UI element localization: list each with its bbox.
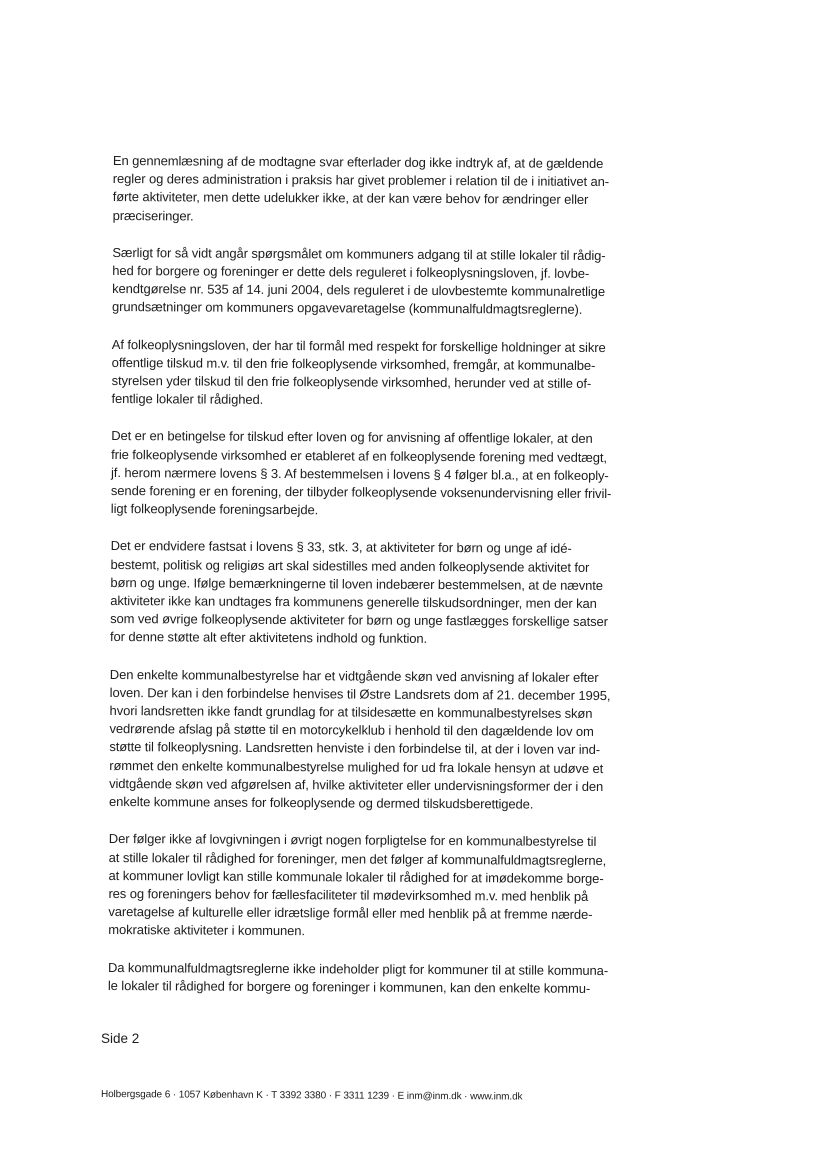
paragraph: Det er endvidere fastsat i lovens § 33, stk. 3, at aktiviteter for børn og unge af idé- bestemt, politisk og religiøs art skal sidestilles med anden folkeoplysende aktivitet for børn og unge. Ifølge bemærkningerne til loven indebærer bestemmelsen, at de nævnte aktiviteter ikke kan undtages fra kommunens generelle tilskudsordninger, men der kan som ved øvrige folkeoplysende aktiviteter for børn og unge fastlægges forskellige satser for denne støtte alt efter aktivitetens indhold og funktion. bbox=[109, 538, 608, 647]
paragraph: Af folkeoplysningsloven, der har til formål med respekt for forskellige holdninger at sikre offentlige tilskud m.v. til den frie folkeoplysende virksomhed, fremgår, at kommunalbe- styrelsen yder tilskud til den frie folkeoplysende virksomhed, herunder ved at stille of- fentlige lokaler til rådighed. bbox=[111, 336, 606, 408]
paragraph: Der følger ikke af lovgivningen i øvrigt nogen forpligtelse for en kommunalbestyrelse til at stille lokaler til rådighed for foreninger, men det følger af kommunalfuldmagtsreglerne, at kommuner lovligt kan stille kommunale lokaler til rådighed for at imødekomme borge- res og foreningers behov for fællesfaciliteter til mødevirksomhed m.v. med henblik på varetagelse af kulturelle eller idrætslige formål eller med henblik på at fremme nærde- mokratiske aktiviteter i kommunen. bbox=[108, 831, 607, 939]
paragraph: En gennemlæsning af de modtagne svar efterlader dog ikke indtryk af, at de gældende regler og deres administration i praksis har givet problemer i relation til de i initiativet an- førte aktiviteter, men dette udelukker ikke, at der kan være behov for ændringer eller præciseringer. bbox=[112, 152, 610, 224]
paragraph: Det er en betingelse for tilskud efter loven og for anvisning af offentlige lokaler, at den frie folkeoplysende virksomhed er etableret af en folkeoplysende forening med vedtægt, jf. herom nærmere lovens § 3. Af bestemmelsen i lovens § 4 følger bl.a., at en folkeoply- sende forening er en forening, der tilbyder folkeoplysende voksenundervisning eller frivil- ligt folkeoplysende foreningsarbejde. bbox=[110, 428, 612, 518]
paragraph: Da kommunalfuldmagtsreglerne ikke indeholder pligt for kommuner til at stille kommuna- le lokaler til rådighed for borgere og foreninger i kommunen, kan den enkelte kommu- bbox=[107, 959, 609, 996]
body-text bbox=[108, 152, 641, 998]
page-number: Side 2 bbox=[101, 1031, 140, 1046]
paragraph: Den enkelte kommunalbestyrelse har et vidtgående skøn ved anvisning af lokaler efter loven. Der kan i den forbindelse henvises til Østre Landsrets dom af 21. december 1995, hvori landsretten ikke fandt grundlag for at tilsidesætte en kommunalbestyrelses skøn vedrørende afslag på støtte til en motorcykelklub i henhold til den dagældende lov om støtte til folkeoplysning. Landsretten henviste i den forbindelse til, at der i loven var ind- rømmet den enkelte kommunalbestyrelse mulighed for ud fra lokale hensyn at udøve et vidtgående skøn ved afgørelsen af, hvilke aktiviteter eller undervisningsformer der i den enkelte kommune anses for folkeoplysende og dermed tilskudsberettigede. bbox=[108, 666, 611, 812]
footer-address: Holbergsgade 6 · 1057 København K · T 3392 3380 · F 3311 1239 · E inm@inm.dk · www.inm.dk bbox=[100, 1089, 523, 1103]
paragraph: Særligt for så vidt angår spørgsmålet om kommuners adgang til at stille lokaler til rådig- hed for borgere og foreninger er dette dels reguleret i folkeoplysningsloven, jf. lovbe- kendtgørelse nr. 535 af 14. juni 2004, dels reguleret i de ulovbestemte kommunalretlige grundsætninger om kommuners opgavevaretagelse (kommunalfuldmagtsreglerne). bbox=[112, 244, 606, 318]
